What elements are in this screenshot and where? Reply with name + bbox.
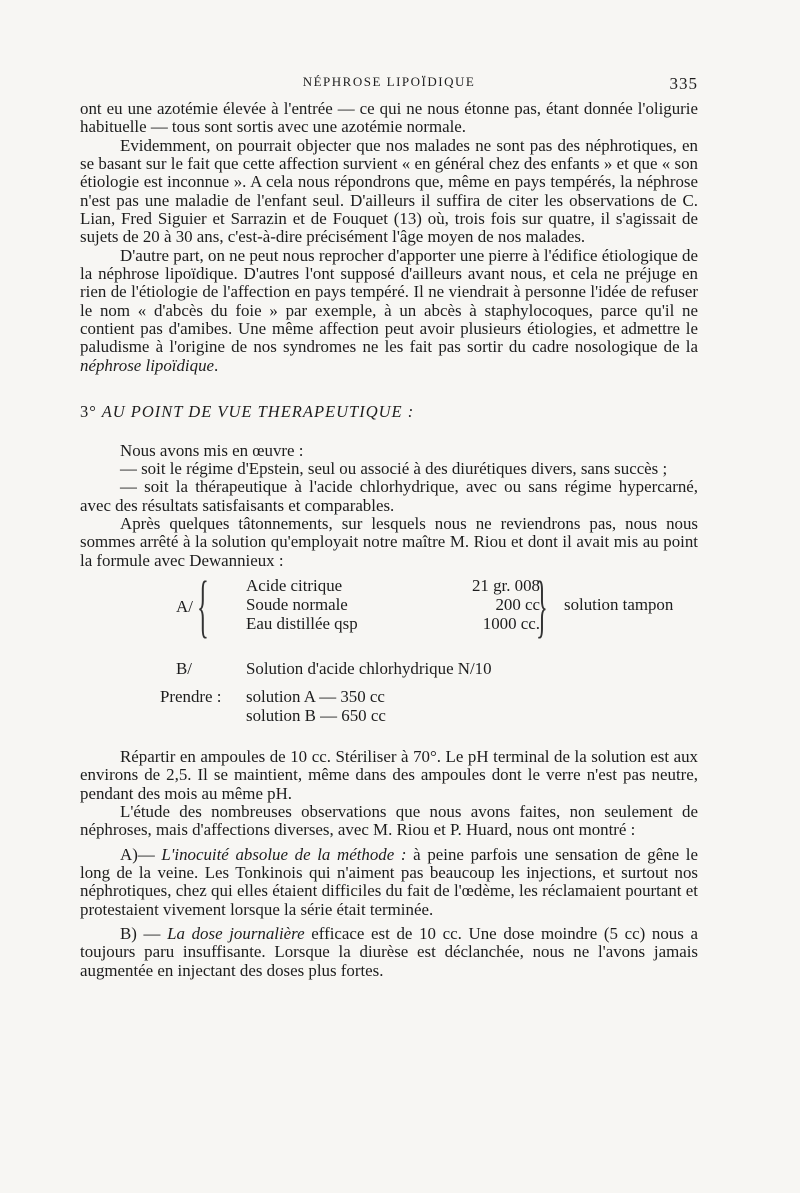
- paragraph-nephrose: [80, 247, 698, 375]
- paragraph: Après quelques tâtonnements, sur lesquels nous ne reviendrons pas, nous nous sommes arrêté à la solution qu'employait notre maître M. Riou et dont il avait mis au point la formule avec Dewannieux :: [80, 513, 698, 570]
- formula-b-text: Solution d'acide chlorhydrique N/10: [246, 658, 492, 678]
- formula-a-result: solution tampon: [564, 594, 674, 614]
- paragraph: — soit le régime d'Epstein, seul ou associé à des diurétiques divers, sans succès ;: [120, 458, 668, 478]
- point-a-text: à peine parfois une sensation de gêne le long de la veine. Les Tonkinois qui n'aiment pas beaucoup les injections, et surtout nos néphrotiques, chez qui elles étaient difficiles du fait de l'œdème, les réclamaient pourtant et protestaient vivement lorsque la série était terminée.: [80, 844, 699, 919]
- emphasis: La dose journalière: [167, 924, 305, 943]
- ingredient-qty: 1000 cc.: [482, 613, 540, 633]
- page-body: [80, 100, 698, 980]
- paragraph: — soit la thérapeutique à l'acide chlorhydrique, avec ou sans régime hypercarné, avec des résultats satisfaisants et comparables.: [80, 477, 698, 515]
- paragraph-end: .: [214, 355, 219, 375]
- ingredient-qty: 200 cc: [495, 594, 540, 614]
- formula-prendre: [80, 688, 698, 732]
- emphasis: L'inocuité absolue de la méthode :: [161, 844, 407, 864]
- left-brace-icon: {: [197, 567, 209, 645]
- ingredient-name: Acide citrique: [246, 575, 343, 595]
- formula-b: [80, 650, 698, 682]
- formula-a-label: A/: [176, 596, 193, 616]
- formula-b-label: B/: [176, 658, 192, 678]
- point-a: [80, 846, 698, 919]
- section-title: AU POINT DE VUE THERAPEUTIQUE :: [101, 402, 415, 422]
- page-number: 335: [669, 74, 698, 93]
- page-header: [80, 74, 698, 94]
- ingredient-qty: 21 gr. 008: [471, 575, 540, 595]
- paragraph: L'étude des nombreuses observations que nous avons faites, non seulement de néphroses, mais d'affections diverses, avec M. Riou et P. Huard, nous ont montré :: [80, 801, 698, 840]
- point-a-prefix: A)—: [120, 844, 162, 864]
- point-b: [80, 925, 698, 980]
- point-b-prefix: B) —: [120, 924, 168, 943]
- paragraph: Nous avons mis en œuvre :: [120, 440, 304, 460]
- prendre-line: solution B — 650 cc: [246, 705, 386, 725]
- formula-a: [80, 567, 698, 650]
- formula-a-quantities: [410, 576, 540, 633]
- running-title: NÉPHROSE LIPOÏDIQUE: [302, 74, 476, 89]
- prendre-line: solution A — 350 cc: [246, 686, 385, 706]
- ingredient-name: Eau distillée qsp: [246, 613, 358, 633]
- paragraph: Répartir en ampoules de 10 cc. Stériliser à 70°. Le pH terminal de la solution est aux environs de 2,5. Il se maintient, même dans des ampoules dont le verre n'est pas neutre, pendant des mois au même pH.: [80, 746, 698, 803]
- paragraph: Evidemment, on pourrait objecter que nos malades ne sont pas des néphrotiques, en se basant sur le fait que cette affection survient « en général chez des enfants » et que « son étiologie est inconnue ». A cela nous répondrons que, même en pays tempérés, la néphrose n'est pas une maladie de l'enfant seul. D'ailleurs il suffira de citer les observations de C. Lian, Fred Siguier et Sarrazin et de Fouquet (13) où, trois fois sur quatre, il s'agissait de sujets de 20 à 30 ans, c'est-à-dire précisément l'âge moyen de nos malades.: [80, 135, 698, 247]
- formula-a-names: [246, 576, 358, 633]
- paragraph-text: D'autre part, on ne peut nous reprocher d'apporter une pierre à l'édifice étiologique de la néphrose lipoïdique. D'autres l'ont supposé d'ailleurs avant nous, et cela ne préjuge en rien de l'étiologie de l'affection en pays tempéré. Il ne viendrait à personne l'idée de refuser le nom « d'abcès du foie » par exemple, à un abcès à staphylocoques, parce qu'il ne contient pas d'amibes. Une même affection peut avoir plusieurs étiologies, et admettre le paludisme à l'origine de nos syndromes ne les fait pas sortir du cadre nosologique de la: [80, 245, 698, 357]
- section-heading: [80, 403, 698, 421]
- paragraph: ont eu une azotémie élevée à l'entrée — ce qui ne nous étonne pas, étant donnée l'oligurie habituelle — tous sont sortis avec une azotémie normale.: [80, 99, 698, 137]
- prendre-label: Prendre :: [160, 686, 222, 706]
- emphasis: néphrose lipoïdique: [80, 355, 215, 375]
- section-number: 3°: [80, 402, 97, 422]
- right-brace-icon: }: [536, 567, 548, 645]
- point-b-text: efficace est de 10 cc. Une dose moindre (5 cc) nous a toujours paru insuffisante. Lorsque la diurèse est déclanchée, nous ne l'avons jamais augmentée en injectant des doses plus fortes.: [80, 924, 698, 980]
- ingredient-name: Soude normale: [246, 594, 348, 614]
